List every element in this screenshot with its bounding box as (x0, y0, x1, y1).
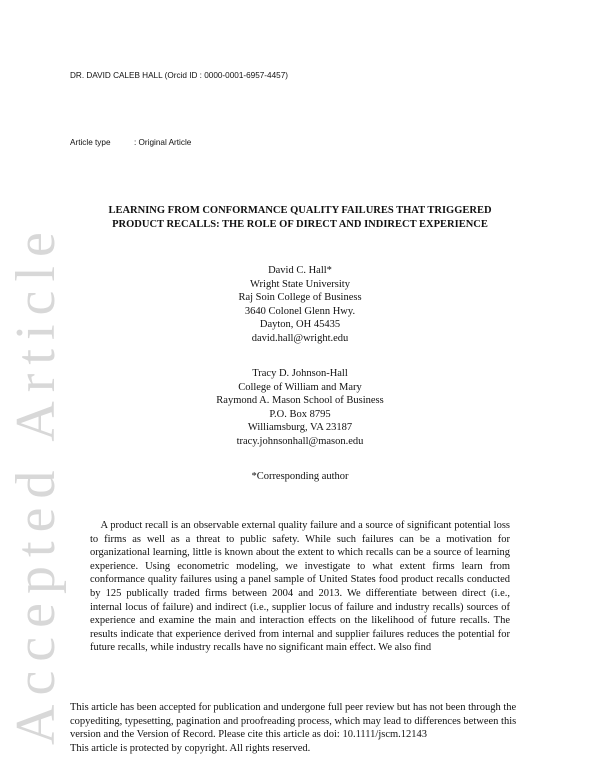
author-university: Wright State University (250, 278, 350, 290)
author-name: Tracy D. Johnson-Hall (252, 368, 348, 379)
article-type-line (70, 138, 191, 147)
corresponding-author-note: *Corresponding author (251, 471, 349, 482)
author-address: P.O. Box 8795 (269, 408, 331, 420)
author-city: Williamsburg, VA 23187 (247, 422, 353, 434)
author-email: david.hall@wright.edu (251, 332, 349, 344)
author-university: College of William and Mary (238, 381, 362, 393)
acceptance-notice (70, 701, 540, 755)
author-address: 3640 Colonel Glenn Hwy. (244, 305, 356, 317)
author-block-1 (150, 264, 450, 346)
author-email: tracy.johnsonhall@mason.edu (236, 435, 364, 447)
title-line: LEARNING FROM CONFORMANCE QUALITY FAILURES THAT TRIGGERED (108, 205, 492, 216)
title-line: PRODUCT RECALLS: THE ROLE OF DIRECT AND INDIRECT EXPERIENCE (112, 219, 488, 230)
article-type-label: Article type (70, 138, 111, 147)
abstract-paragraph: A product recall is an observable external quality failure and a source of significant potential loss to firms as well as a threat to public safety. While such failures can be a motivation for organizational learning, little is known about the extent to which recalls can be a source of learning experience. Using econometric modeling, we investigate to what extent firms learn from conformance quality failures using a panel sample of United States food product recalls conducted by 125 publically traded firms between 2004 and 2013. We differentiate between direct (i.e., internal locus of failure) and indirect (i.e., supplier locus of failure and industry recalls) sources of experience and examine the main and interaction effects on the likelihood of future recalls. The results indicate that experience derived from internal and supplier failures reduces the potential for future recalls, while industry recalls have no significant main effect. We also find (90, 520, 510, 654)
author-name: David C. Hall* (268, 265, 332, 276)
author-school: Raj Soin College of Business (238, 292, 362, 304)
acceptance-notice-text: This article has been accepted for publication and undergone full peer review but has not been through the copyediting, typesetting, pagination and proofreading process, which may lead to differences between this version and the Version of Record. Please cite this article as doi: 10.1111/jscm.12143 (70, 702, 517, 741)
copyright-notice: This article is protected by copyright. All rights reserved. (70, 742, 311, 754)
corresponding-author-orcid-line: DR. DAVID CALEB HALL (Orcid ID : 0000-0001-6957-4457) (70, 71, 288, 80)
author-city: Dayton, OH 45435 (259, 319, 341, 331)
paper-title (70, 204, 530, 232)
accepted-article-watermark: Accepted Article (5, 223, 67, 745)
author-block-2 (150, 367, 450, 449)
author-school: Raymond A. Mason School of Business (216, 395, 384, 407)
article-type-value: : Original Article (134, 138, 192, 147)
